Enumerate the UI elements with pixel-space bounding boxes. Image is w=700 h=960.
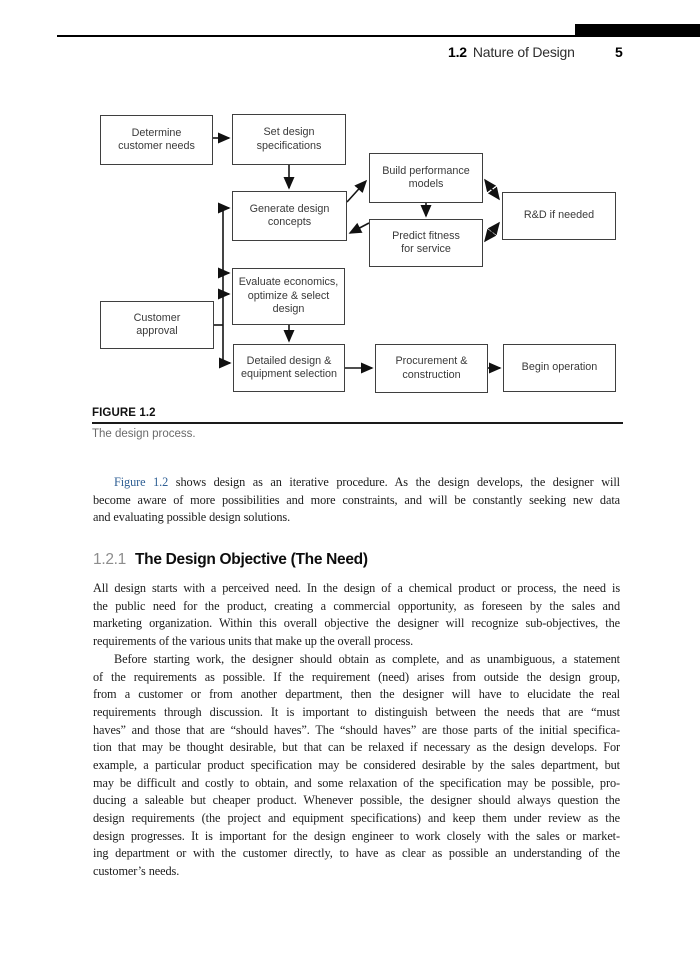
body-line: haves” and those that are “should haves”. The “should haves” are those parts of the initial specifica- (93, 722, 620, 737)
body-line: tion that may be thought desirable, but that can be relaxed if necessary as the design develops. For (93, 740, 620, 755)
body-line: customer’s needs. (93, 864, 180, 879)
box-label-line: Generate design (249, 202, 330, 215)
body-line: marketing organization. Within this overall objective the designer will recognize sub-objectives, the (93, 616, 620, 631)
body-line: design progresses. It is important for the design engineer to work closely with the sales or market- (93, 828, 620, 843)
box-label-line: for service (401, 243, 451, 255)
box-label-line: Evaluate economics, (238, 276, 339, 289)
body-line: design requirements (the project and equipment specifications) and keep them under review as the (93, 811, 620, 825)
header-rule (57, 35, 593, 37)
figure-label: FIGURE 1.2 (92, 407, 156, 419)
box-label-line: Predict fitness (392, 229, 460, 242)
running-head (448, 44, 575, 60)
box-label-line: construction (402, 368, 461, 381)
flow-box-build-performance-models (369, 153, 483, 203)
box-label-line: concepts (267, 216, 312, 228)
flow-box-evaluate-economics (232, 268, 345, 325)
box-label-line: design (272, 303, 305, 316)
box-label-line: equipment selection (240, 368, 338, 380)
paragraph-figure-reference (93, 474, 620, 527)
body-line: requirements of the various units that make up the overall process. (93, 634, 414, 649)
body-line: from a customer or from another department, then the designer will have to elucidate the real (93, 687, 620, 702)
flow-box-generate-design-concepts (232, 191, 347, 241)
figure-1-2-link[interactable]: Figure 1.2 (114, 475, 169, 489)
body-line: of the requirements as possible. If the requirement (need) arises from outside the design group, (93, 669, 620, 684)
box-label-line: optimize & select (247, 289, 330, 302)
body-line: All design starts with a perceived need. In the design of a chemical product or process, the need is (93, 581, 620, 596)
page-number: 5 (615, 44, 623, 60)
design-process-flowchart (85, 105, 640, 405)
box-label-line: Customer (133, 311, 181, 324)
body-line: Before starting work, the designer should obtain as complete, and as unambiguous, a statement (114, 651, 620, 666)
body-line: become aware of more possibilities and more constraints, and will be constantly seeking new data (93, 492, 620, 507)
paragraph-design-need (93, 580, 620, 651)
body-line: example, a particular product specification may be considered desirable by the sales department, but (93, 757, 620, 772)
subsection-title: The Design Objective (The Need) (134, 551, 368, 569)
body-line (93, 474, 620, 492)
paragraph-requirements (93, 651, 620, 881)
figure-rule (92, 422, 623, 424)
section-title: Nature of Design (472, 44, 575, 60)
flow-box-procurement-construction (375, 344, 488, 393)
flow-box-rd-if-needed (502, 192, 616, 240)
body-line: the public need for the product, creating a commercial opportunity, as foreseen by the sales and (93, 598, 620, 613)
box-label-line: Set design (263, 126, 315, 138)
body-line-text: shows design as an iterative procedure. As the design develops, the designer will (168, 475, 620, 489)
body-text-column (93, 474, 620, 881)
box-label-line: Begin operation (521, 361, 598, 374)
box-label-line: Build performance (382, 164, 470, 177)
subsection-number: 1.2.1 (93, 551, 126, 569)
flow-box-begin-operation (503, 344, 616, 392)
box-label-line: Procurement & (395, 355, 468, 367)
body-line: and evaluating possible design solutions. (93, 510, 291, 525)
flow-box-determine-customer-needs (100, 115, 213, 165)
section-number: 1.2 (448, 44, 467, 60)
flow-box-set-design-specifications (232, 114, 346, 165)
box-label-line: specifications (256, 139, 322, 152)
figure-caption-block (92, 407, 623, 440)
box-label-line: Detailed design & (246, 354, 332, 367)
subsection-heading (93, 551, 620, 572)
flow-box-detailed-design-equipment-selection (233, 344, 345, 392)
body-line: may be difficult and costly to obtain, and some relaxation of the specification may be possible, pro- (93, 775, 620, 790)
box-label-line: R&D if needed (523, 209, 595, 222)
box-label-line: Determine (131, 126, 182, 139)
flow-box-customer-approval (100, 301, 214, 349)
body-line: requirements through discussion. It is important to distinguish between the needs that are “must (93, 704, 620, 719)
body-line: ducing a saleable but cheaper product. Whenever possible, the designer should always question the (93, 793, 620, 808)
body-line: ing department or with the customer directly, to have as clear as possible an understanding of the (93, 846, 620, 861)
box-label-line: customer needs (118, 140, 195, 152)
box-label-line: approval (136, 325, 178, 337)
box-label-line: models (408, 178, 444, 190)
figure-caption: The design process. (92, 427, 196, 440)
flow-box-predict-fitness-for-service (369, 219, 483, 267)
header-accent-bar (575, 24, 700, 37)
